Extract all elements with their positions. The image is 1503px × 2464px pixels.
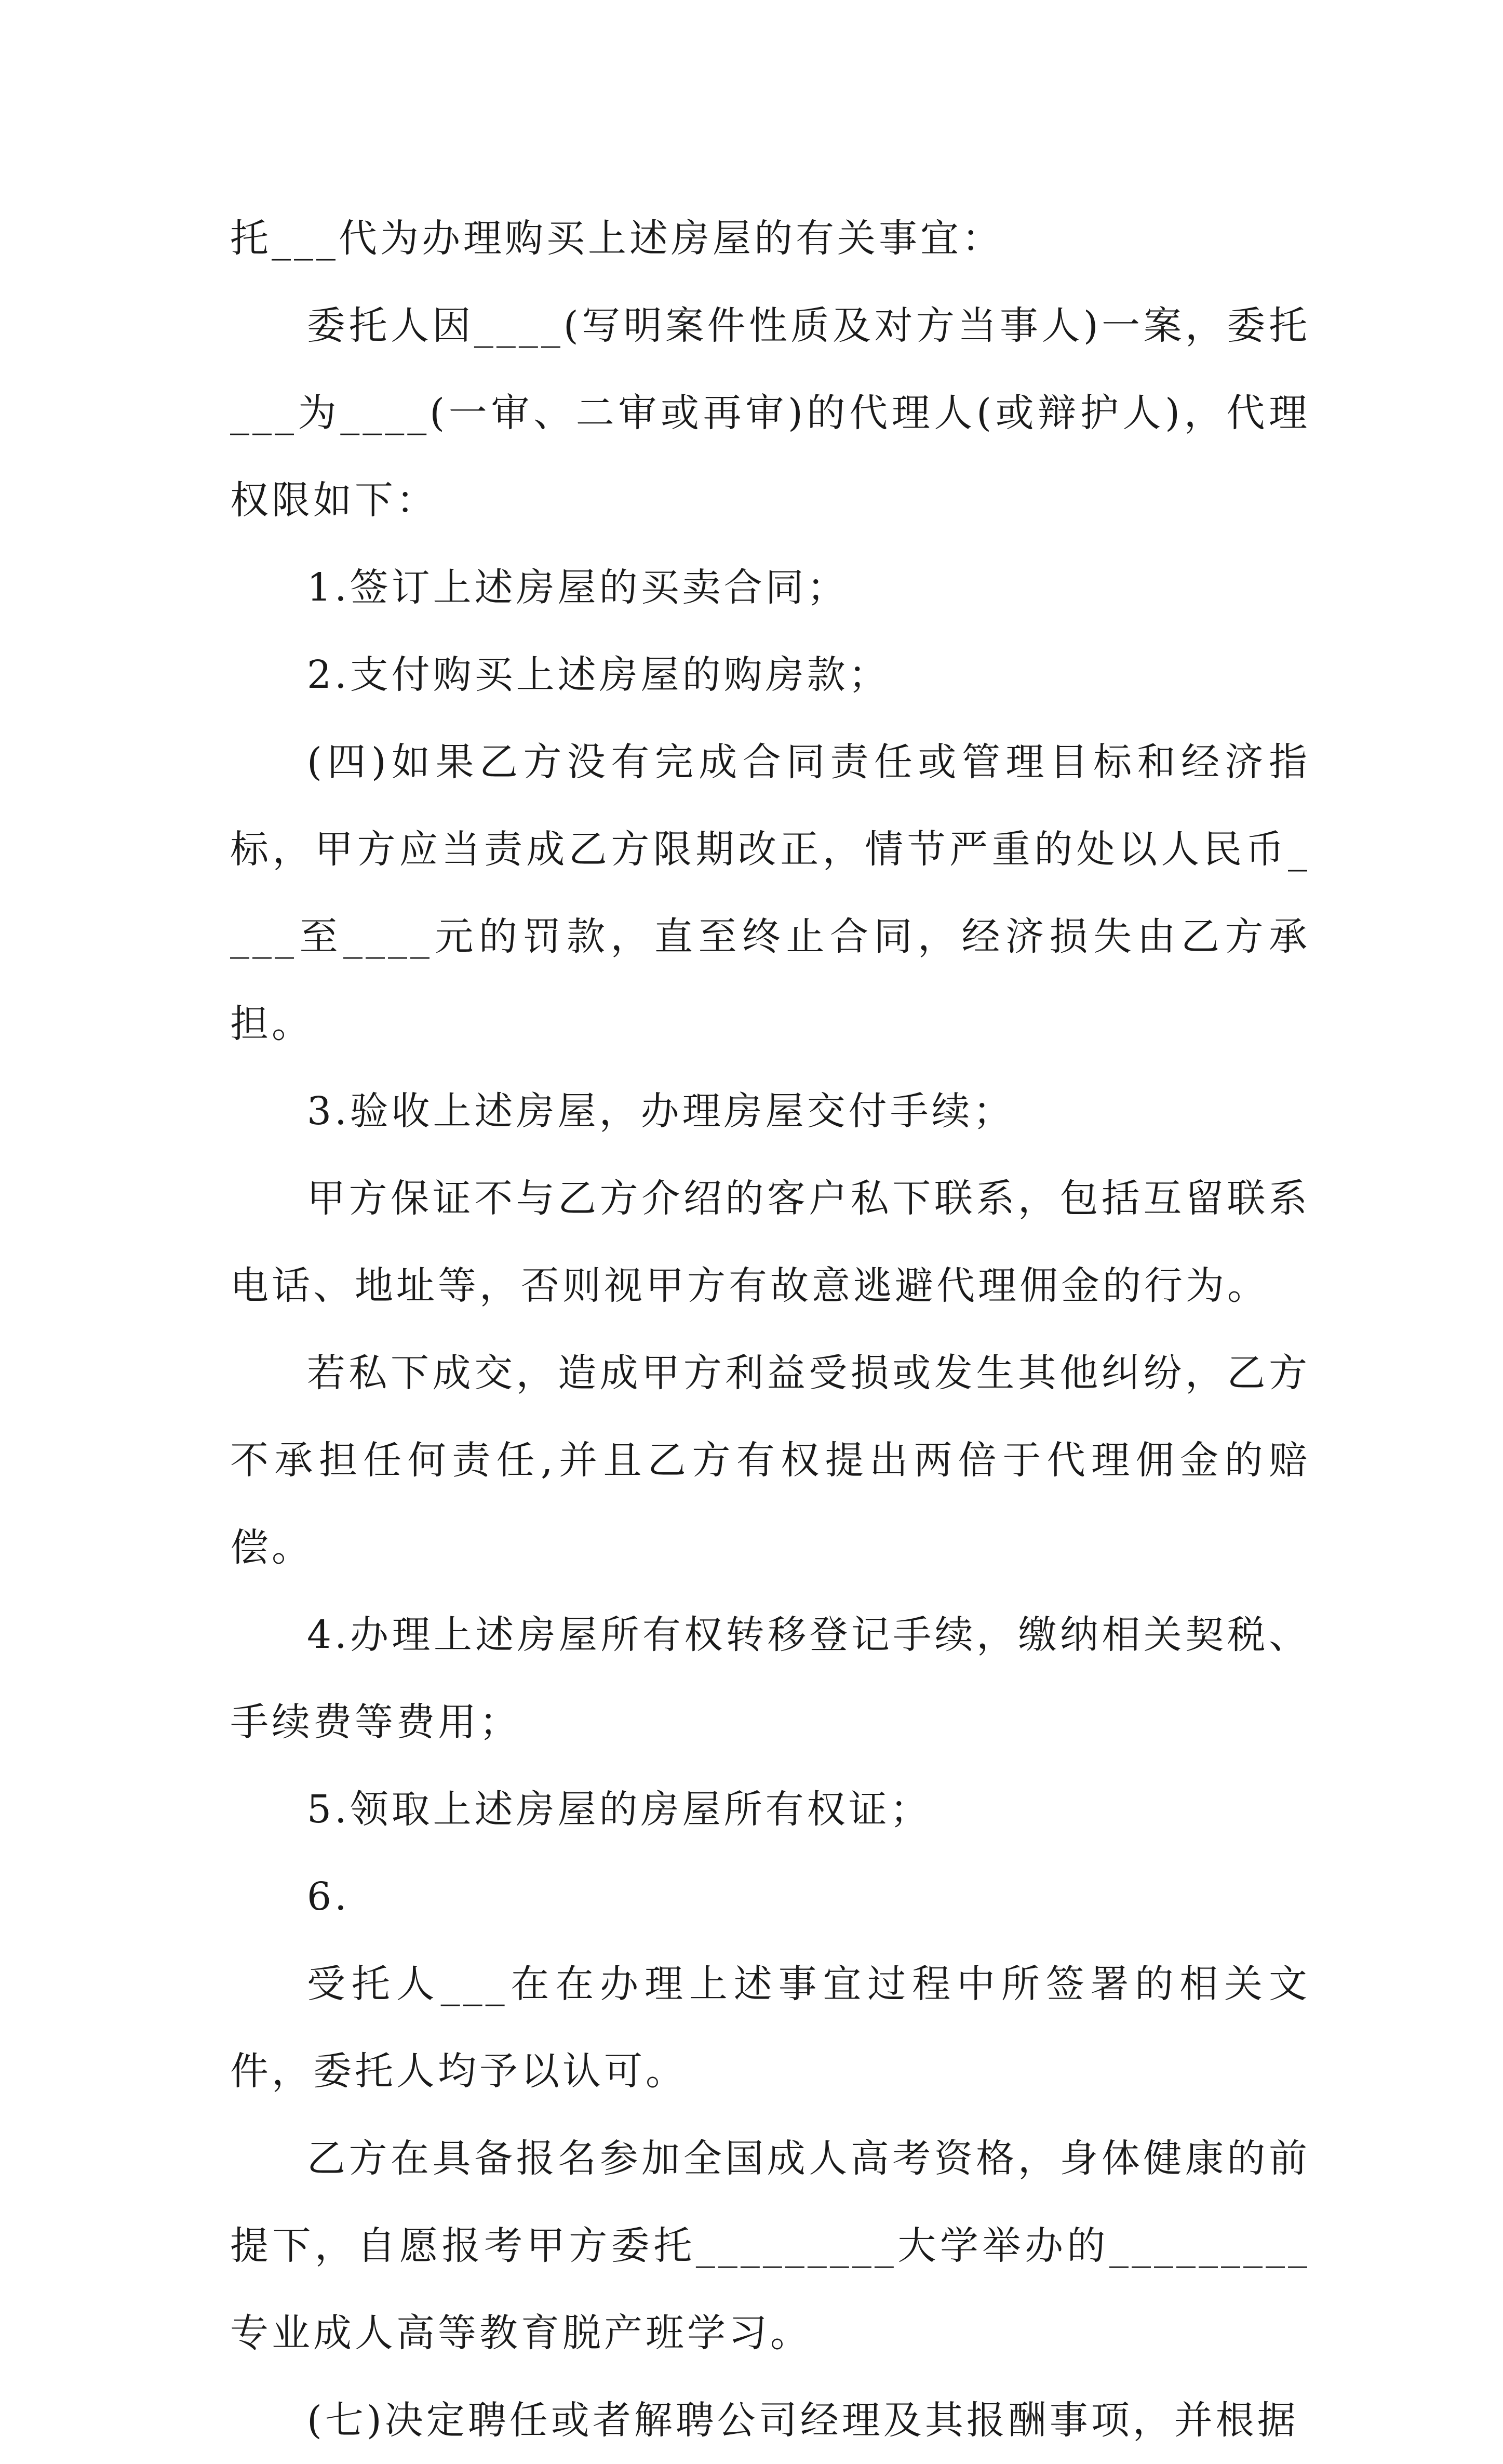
paragraph: 3.验收上述房屋，办理房屋交付手续； (307, 1089, 1015, 1134)
paragraph: 6. (307, 1874, 350, 1919)
paragraph: 4.办理上述房屋所有权转移登记手续，缴纳相关契税、手续费等费用； (230, 1613, 1310, 1744)
paragraph: (七)决定聘任或者解聘公司经理及其报酬事项，并根据 (307, 2398, 1299, 2443)
paragraph: 若私下成交，造成甲方利益受损或发生其他纠纷，乙方不承担任何责任,并且乙方有权提出两倍于代理佣金的赔偿。 (230, 1351, 1310, 1570)
paragraph: 甲方保证不与乙方介绍的客户私下联系，包括互留联系电话、地址等，否则视甲方有故意逃避代理佣金的行为。 (230, 1176, 1310, 1308)
paragraph: (四)如果乙方没有完成合同责任或管理目标和经济指标，甲方应当责成乙方限期改正，情节严重的处以人民币____至____元的罚款，直至终止合同，经济损失由乙方承担。 (230, 740, 1310, 1046)
paragraph: 委托人因____(写明案件性质及对方当事人)一案，委托___为____(一审、二审或再审)的代理人(或辩护人)，代理权限如下： (230, 303, 1310, 523)
paragraph: 2.支付购买上述房屋的购房款； (307, 652, 890, 697)
paragraph: 受托人___在在办理上述事宜过程中所签署的相关文件，委托人均予以认可。 (230, 1962, 1310, 2094)
paragraph: 托___代为办理购买上述房屋的有关事宜： (230, 216, 1003, 261)
document-body (230, 195, 1310, 2464)
paragraph: 乙方在具备报名参加全国成人高考资格，身体健康的前提下，自愿报考甲方委托_________大学举办的_________专业成人高等教育脱产班学习。 (230, 2136, 1310, 2355)
paragraph: 5.领取上述房屋的房屋所有权证； (307, 1787, 932, 1832)
paragraph: 1.签订上述房屋的买卖合同； (307, 565, 849, 610)
